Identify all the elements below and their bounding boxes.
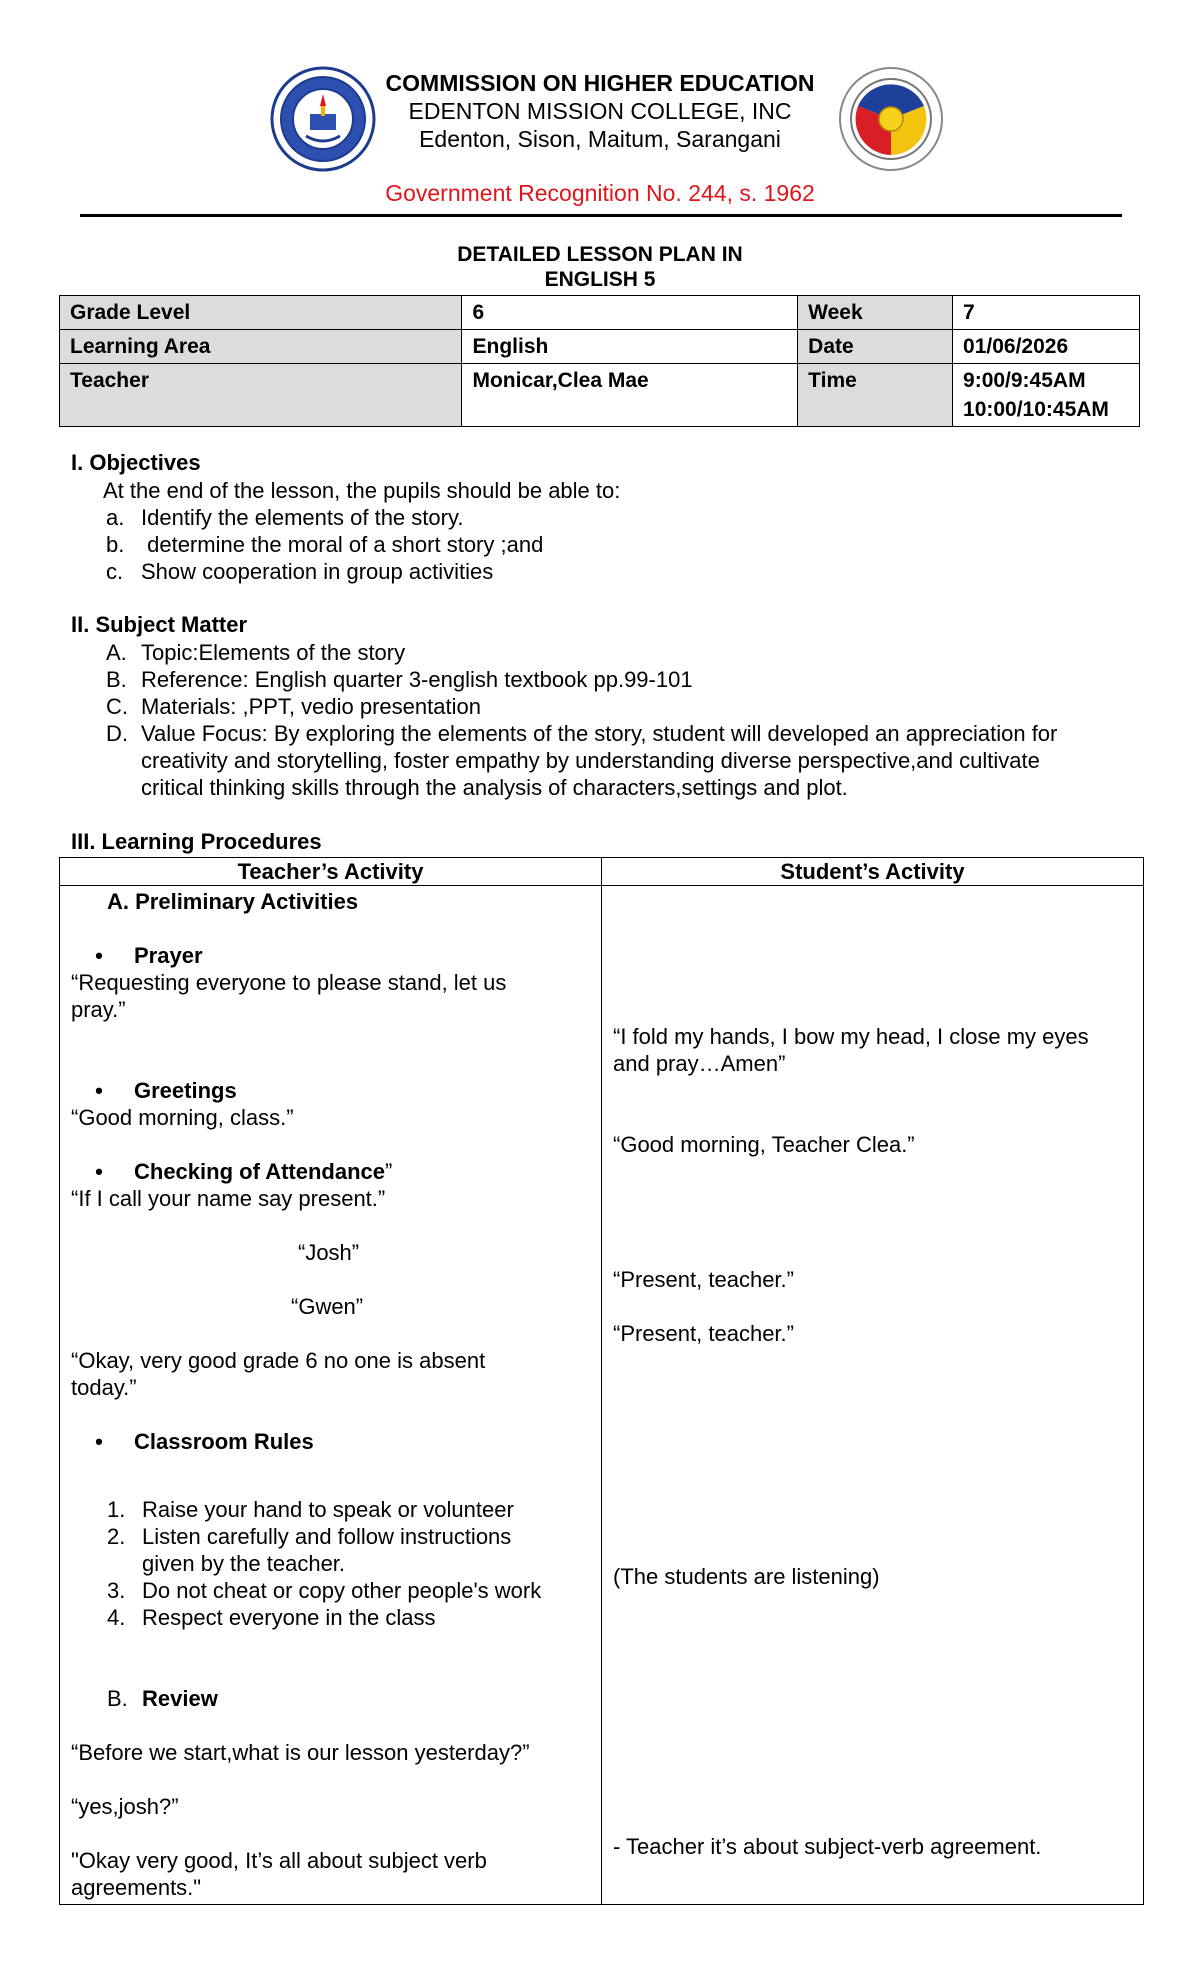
list-marker: b.	[106, 532, 125, 557]
objectives-heading: I. Objectives	[71, 450, 201, 475]
attendance-quote: ”	[385, 1159, 393, 1184]
teacher-line: agreements."	[71, 1875, 202, 1900]
student-line: “I fold my hands, I bow my head, I close my eyes	[613, 1024, 1089, 1049]
week-value: 7	[953, 296, 1140, 330]
student-line: “Good morning, Teacher Clea.”	[613, 1132, 915, 1157]
teacher-line: pray.”	[71, 997, 126, 1022]
prayer-label: Prayer	[134, 943, 203, 968]
subject-item	[106, 639, 405, 666]
lesson-plan-subject: ENGLISH 5	[544, 268, 656, 291]
government-recognition: Government Recognition No. 244, s. 1962	[385, 180, 815, 206]
subject-matter-heading: II. Subject Matter	[71, 612, 248, 637]
teacher-activity-header: Teacher’s Activity	[237, 859, 424, 884]
teacher-line: “yes,josh?”	[71, 1794, 179, 1819]
learning-area-label: Learning Area	[60, 330, 462, 364]
objective-item	[106, 558, 493, 585]
rule-text: Raise your hand to speak or volunteer	[142, 1497, 514, 1522]
value-focus-continued: creativity and storytelling, foster empathy by understanding diverse perspective,and cultivate	[141, 748, 1040, 773]
attendance-heading	[64, 1158, 392, 1185]
greetings-label: Greetings	[134, 1078, 237, 1103]
subject-item	[106, 693, 481, 720]
lesson-info-table	[59, 295, 1140, 427]
student-name-gwen: “Gwen”	[291, 1294, 364, 1319]
teacher-line: “Before we start,what is our lesson yesterday?”	[71, 1740, 530, 1765]
objective-text: determine the moral of a short story ;and	[141, 532, 544, 557]
rule-item	[107, 1550, 345, 1577]
info-row-teacher	[60, 364, 1140, 427]
list-marker: D.	[106, 721, 128, 746]
list-marker: c.	[106, 559, 124, 584]
subject-text: Materials: ,PPT, vedio presentation	[141, 694, 481, 719]
student-line: (The students are listening)	[613, 1564, 880, 1589]
list-marker: a.	[106, 505, 125, 530]
prayer-heading	[64, 942, 203, 969]
time-label: Time	[798, 364, 953, 427]
procedures-table	[59, 857, 1144, 1905]
review-heading	[107, 1685, 218, 1712]
student-line: “Present, teacher.”	[613, 1321, 794, 1346]
objective-text: Show cooperation in group activities	[141, 559, 494, 584]
bullet-icon: •	[95, 1078, 103, 1103]
lesson-plan-title: DETAILED LESSON PLAN IN	[457, 243, 743, 266]
student-line: “Present, teacher.”	[613, 1267, 794, 1292]
time-value	[953, 364, 1140, 427]
info-row-area	[60, 330, 1140, 364]
teacher-line: “If I call your name say present.”	[71, 1186, 386, 1211]
classroom-rules-label: Classroom Rules	[134, 1429, 314, 1454]
student-line: and pray…Amen”	[613, 1051, 786, 1076]
list-marker: 4.	[107, 1605, 126, 1630]
teacher-line: today.”	[71, 1375, 137, 1400]
rule-text: Listen carefully and follow instructions	[142, 1524, 512, 1549]
subject-text: Reference: English quarter 3-english textbook pp.99-101	[141, 667, 693, 692]
learning-area-value: English	[462, 330, 798, 364]
student-line: - Teacher it’s about subject-verb agreement.	[613, 1834, 1042, 1859]
teacher-line: "Okay very good, It’s all about subject verb	[71, 1848, 487, 1873]
list-marker: B.	[107, 1686, 128, 1711]
teacher-line: “Okay, very good grade 6 no one is absent	[71, 1348, 486, 1373]
time-slot-2: 10:00/10:45AM	[963, 398, 1109, 421]
rule-item	[107, 1577, 541, 1604]
review-label: Review	[142, 1686, 218, 1711]
rule-item	[107, 1523, 511, 1550]
student-activity-header: Student’s Activity	[780, 859, 965, 884]
greetings-heading	[64, 1077, 237, 1104]
list-marker: 1.	[107, 1497, 126, 1522]
week-label: Week	[798, 296, 953, 330]
college-address: Edenton, Sison, Maitum, Sarangani	[419, 126, 781, 152]
teacher-label: Teacher	[60, 364, 462, 427]
column-divider	[601, 858, 602, 1904]
time-slot-1: 9:00/9:45AM	[963, 369, 1086, 392]
list-marker: B.	[106, 667, 127, 692]
teacher-line: “Requesting everyone to please stand, let us	[71, 970, 507, 995]
rule-item	[107, 1604, 436, 1631]
list-marker: 2.	[107, 1524, 126, 1549]
rule-item	[107, 1496, 514, 1523]
objectives-intro: At the end of the lesson, the pupils should be able to:	[103, 478, 621, 503]
rule-text: given by the teacher.	[142, 1551, 346, 1576]
list-marker: 3.	[107, 1578, 126, 1603]
student-name-josh: “Josh”	[298, 1240, 360, 1265]
classroom-rules-heading	[64, 1428, 314, 1455]
rule-text: Do not cheat or copy other people's work	[142, 1578, 542, 1603]
bullet-icon: •	[95, 1429, 103, 1454]
subject-item	[106, 720, 1057, 747]
grade-level-label: Grade Level	[60, 296, 462, 330]
subject-text: Value Focus: By exploring the elements of the story, student will developed an appreciation for	[141, 721, 1058, 746]
objective-text: Identify the elements of the story.	[141, 505, 464, 530]
learning-procedures-heading: III. Learning Procedures	[71, 829, 322, 854]
objective-item	[106, 504, 463, 531]
date-label: Date	[798, 330, 953, 364]
list-marker: A.	[106, 640, 127, 665]
subject-text: Topic:Elements of the story	[141, 640, 406, 665]
rule-text: Respect everyone in the class	[142, 1605, 436, 1630]
value-focus-continued: critical thinking skills through the analysis of characters,settings and plot.	[141, 775, 848, 800]
preliminary-activities-heading: A. Preliminary Activities	[107, 889, 359, 914]
teacher-line: “Good morning, class.”	[71, 1105, 294, 1130]
attendance-label: Checking of Attendance	[134, 1159, 385, 1184]
objective-item	[106, 531, 543, 558]
info-row-grade	[60, 296, 1140, 330]
college-name: EDENTON MISSION COLLEGE, INC	[408, 98, 792, 124]
bullet-icon: •	[95, 943, 103, 968]
teacher-value: Monicar,Clea Mae	[462, 364, 798, 427]
grade-level-value: 6	[462, 296, 798, 330]
subject-item	[106, 666, 693, 693]
header-divider	[80, 214, 1122, 217]
bullet-icon: •	[95, 1159, 103, 1184]
date-value: 01/06/2026	[953, 330, 1140, 364]
commission-title: COMMISSION ON HIGHER EDUCATION	[385, 70, 815, 96]
list-marker: C.	[106, 694, 128, 719]
